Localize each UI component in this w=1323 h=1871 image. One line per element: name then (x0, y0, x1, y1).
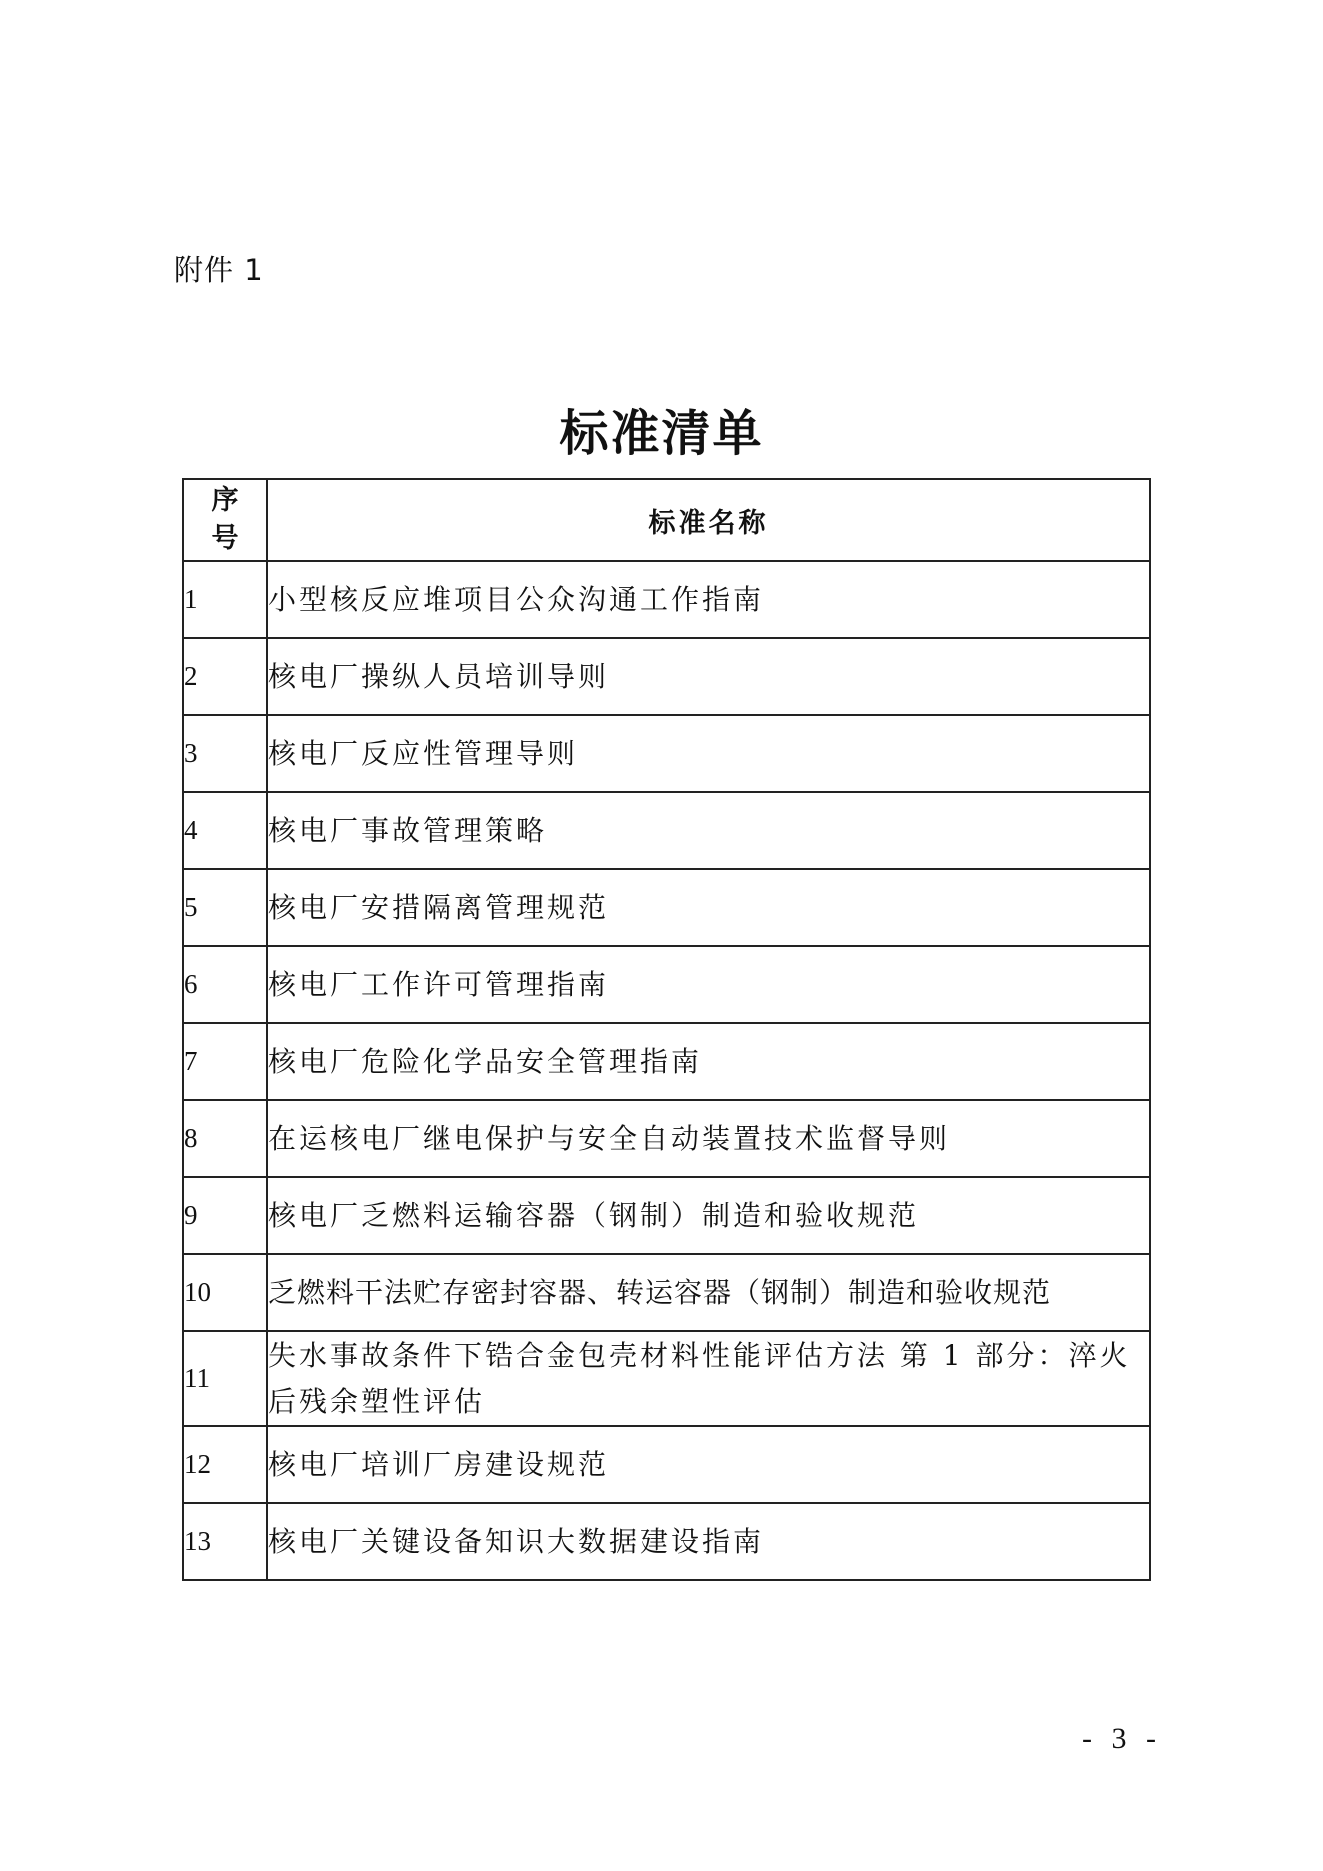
table-row (183, 1331, 1150, 1426)
table-row (183, 1177, 1150, 1254)
row-number: 7 (183, 1023, 267, 1100)
standard-name: 在运核电厂继电保护与安全自动装置技术监督导则 (267, 1100, 1150, 1177)
column-header-number (183, 479, 267, 561)
table-header-row (183, 479, 1150, 561)
standard-name: 核电厂关键设备知识大数据建设指南 (267, 1503, 1150, 1580)
row-number: 1 (183, 561, 267, 638)
table-row (183, 1100, 1150, 1177)
standard-name: 核电厂事故管理策略 (267, 792, 1150, 869)
standard-name: 核电厂操纵人员培训导则 (267, 638, 1150, 715)
table-row (183, 792, 1150, 869)
standard-name: 核电厂培训厂房建设规范 (267, 1426, 1150, 1503)
row-number: 2 (183, 638, 267, 715)
row-number: 6 (183, 946, 267, 1023)
row-number: 4 (183, 792, 267, 869)
row-number: 3 (183, 715, 267, 792)
column-header-name: 标准名称 (267, 479, 1150, 561)
standard-name: 小型核反应堆项目公众沟通工作指南 (267, 561, 1150, 638)
table-row (183, 1503, 1150, 1580)
standard-name: 核电厂安措隔离管理规范 (267, 869, 1150, 946)
table-row (183, 946, 1150, 1023)
row-number: 10 (183, 1254, 267, 1331)
standard-name: 失水事故条件下锆合金包壳材料性能评估方法 第 1 部分：淬火后残余塑性评估 (267, 1331, 1150, 1426)
standard-name: 核电厂工作许可管理指南 (267, 946, 1150, 1023)
table-row (183, 561, 1150, 638)
row-number: 12 (183, 1426, 267, 1503)
row-number: 13 (183, 1503, 267, 1580)
standards-table (182, 478, 1151, 1581)
table-row (183, 638, 1150, 715)
document-title: 标准清单 (559, 404, 764, 462)
table-row (183, 1426, 1150, 1503)
standard-name: 核电厂危险化学品安全管理指南 (267, 1023, 1150, 1100)
column-header-number-line1: 序 (211, 485, 239, 516)
page-number: - 3 - (1082, 1722, 1162, 1755)
row-number: 9 (183, 1177, 267, 1254)
row-number: 5 (183, 869, 267, 946)
standard-name: 核电厂乏燃料运输容器（钢制）制造和验收规范 (267, 1177, 1150, 1254)
table-row (183, 1254, 1150, 1331)
row-number: 8 (183, 1100, 267, 1177)
standard-name: 乏燃料干法贮存密封容器、转运容器（钢制）制造和验收规范 (267, 1254, 1150, 1331)
table-row (183, 869, 1150, 946)
table-row (183, 715, 1150, 792)
column-header-number-line2: 号 (211, 523, 239, 554)
attachment-label: 附件 1 (174, 253, 264, 287)
standard-name: 核电厂反应性管理导则 (267, 715, 1150, 792)
row-number: 11 (183, 1331, 267, 1426)
table-row (183, 1023, 1150, 1100)
